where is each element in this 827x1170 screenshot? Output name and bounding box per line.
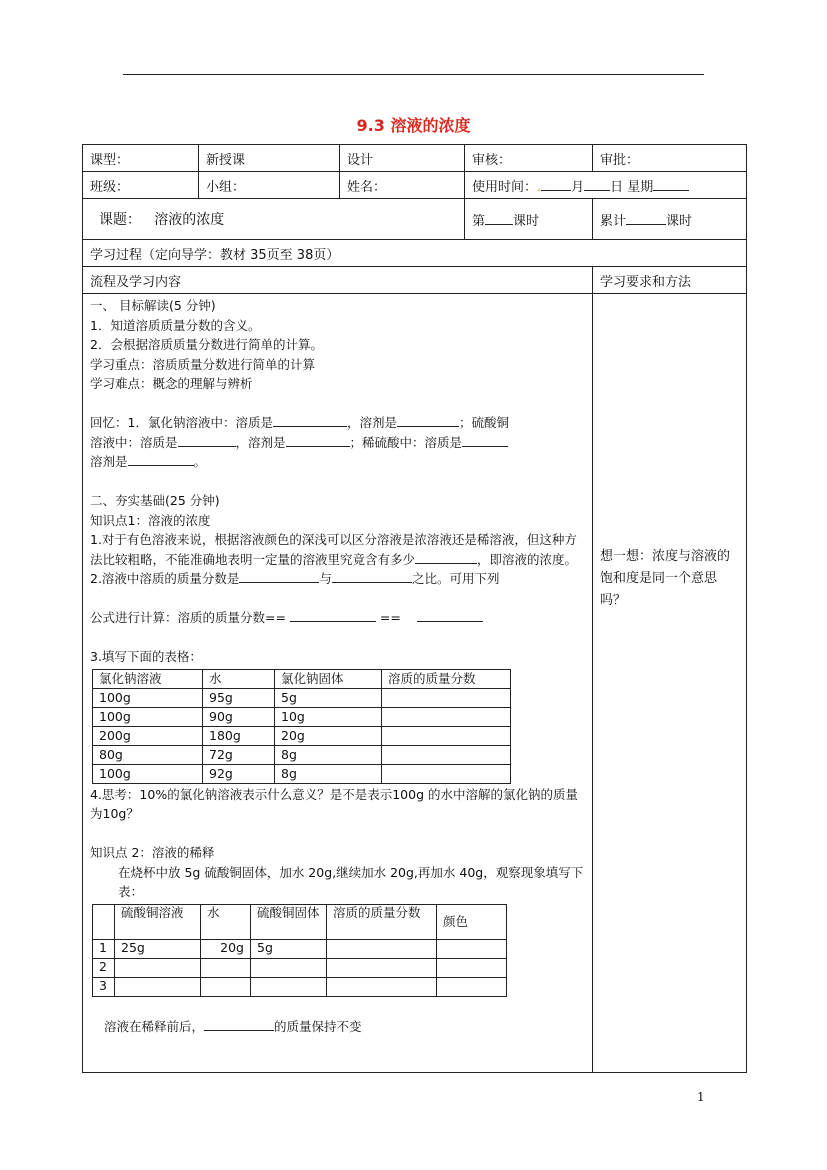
table2-header-cell: 溶质的质量分数 <box>327 904 437 939</box>
table2-header <box>93 904 507 939</box>
review-question: 回忆：1．氯化钠溶液中：溶质是 ，溶剂是 ；硫酸铜 溶液中：溶质是 ，溶剂是 ；稀硫酸中：溶质是 溶剂是 。 <box>90 415 509 469</box>
table-cell <box>115 977 201 996</box>
table-cell <box>251 977 327 996</box>
formula-line: 公式进行计算：溶质的质量分数== == <box>90 608 585 628</box>
table-cell <box>327 958 437 977</box>
section2-title: 二、夯实基础(25 分钟) <box>90 493 220 508</box>
name-label: 姓名： <box>340 172 465 199</box>
knowledge-point-1: 知识点1：溶液的浓度 <box>90 512 211 528</box>
table-cell <box>437 958 507 977</box>
table2-header-cell: 水 <box>201 904 251 939</box>
header-rule <box>123 74 704 75</box>
table1-header-cell: 水 <box>203 669 275 688</box>
table-cell: 1 <box>93 939 115 958</box>
table-cell: 20g <box>275 726 382 745</box>
table-cell: 5g <box>251 939 327 958</box>
table-cell <box>201 958 251 977</box>
table-cell: 20g <box>201 939 251 958</box>
design-label: 设计 <box>340 145 465 172</box>
table-cell <box>327 939 437 958</box>
table-cell <box>437 939 507 958</box>
table1-header <box>93 669 511 688</box>
table-cell: 25g <box>115 939 201 958</box>
key-point: 学习重点：溶质质量分数进行简单的计算 <box>90 356 316 372</box>
dilution-conclusion: 溶液在稀释前后， 的质量保持不变 <box>104 1019 362 1034</box>
dilution-experiment: 在烧杯中放 5g 硫酸铜固体，加水 20g,继续加水 20g,再加水 40g，观察现象填写下表： <box>118 864 584 899</box>
table-cell <box>201 977 251 996</box>
method-column <box>593 294 747 1073</box>
class-label: 班级： <box>83 172 199 199</box>
difficulty: 学习难点：概念的理解与辨析 <box>90 376 253 391</box>
lesson-count: 第 课时 <box>465 199 593 240</box>
table-cell: 10g <box>275 707 382 726</box>
info-row-3 <box>83 199 747 240</box>
concentration-text: 1.对于有色溶液来说，根据溶液颜色的深浅可以区分溶液是浓溶液还是稀溶液，但这种方法比较粗略，不能准确地表明一定量的溶液里究竟含有多少 ，即溶液的浓度。 <box>90 532 578 567</box>
objective-2: 2．会根据溶质质量分数进行简单的计算。 <box>90 337 323 352</box>
info-row-2 <box>83 172 747 199</box>
table-cell: 2 <box>93 958 115 977</box>
section1-title: 一、 目标解读(5 分钟) <box>90 298 216 313</box>
usage-time: 使用时间：. 月 日 星期 <box>465 172 747 199</box>
column-header-row <box>83 267 747 294</box>
table-row <box>93 939 507 958</box>
table-cell <box>251 958 327 977</box>
table-cell: 8g <box>275 764 382 783</box>
topic-cell: 课题： 溶液的浓度 <box>83 199 465 240</box>
table-row <box>93 726 511 745</box>
table-cell <box>382 764 511 783</box>
lesson-type-value: 新授课 <box>199 145 340 172</box>
table-cell: 3 <box>93 977 115 996</box>
table-cell: 72g <box>203 745 275 764</box>
table-row <box>93 958 507 977</box>
table-cell: 90g <box>203 707 275 726</box>
table2-header-cell <box>93 904 115 939</box>
table2-header-cell: 硫酸铜固体 <box>251 904 327 939</box>
group-label: 小组： <box>199 172 340 199</box>
learning-content <box>83 294 593 1073</box>
approval-label: 审批： <box>593 145 747 172</box>
table-cell: 5g <box>275 688 382 707</box>
table-cell: 100g <box>93 688 203 707</box>
table-cell <box>382 707 511 726</box>
lesson-type-label: 课型： <box>83 145 199 172</box>
table-cell <box>115 958 201 977</box>
table-cell <box>327 977 437 996</box>
table-cell <box>382 688 511 707</box>
table1-header-cell: 溶质的质量分数 <box>382 669 511 688</box>
sodium-chloride-table <box>92 669 511 784</box>
table-cell <box>382 726 511 745</box>
table-row <box>93 745 511 764</box>
table-cell: 180g <box>203 726 275 745</box>
table-row <box>93 688 511 707</box>
table-cell: 100g <box>93 707 203 726</box>
table-cell: 92g <box>203 764 275 783</box>
content-column-header: 流程及学习内容 <box>83 267 593 294</box>
table-cell: 8g <box>275 745 382 764</box>
method-column-header: 学习要求和方法 <box>593 267 747 294</box>
think-question: 4.思考：10%的氯化钠溶液表示什么意义？是不是表示100g 的水中溶解的氯化钠的质量为10g？ <box>90 786 578 821</box>
table-cell <box>382 745 511 764</box>
total-count: 累计 课时 <box>593 199 747 240</box>
objective-1: 1．知道溶质质量分数的含义。 <box>90 317 261 333</box>
page-title: 9.3 溶液的浓度 <box>356 116 471 135</box>
content-row <box>83 294 747 1073</box>
table1-header-cell: 氯化钠固体 <box>275 669 382 688</box>
table-cell <box>437 977 507 996</box>
table1-header-cell: 氯化钠溶液 <box>93 669 203 688</box>
table-row <box>93 977 507 996</box>
knowledge-point-2: 知识点 2：溶液的稀释 <box>90 845 215 860</box>
page-number: 1 <box>697 1090 705 1104</box>
table-cell: 100g <box>93 764 203 783</box>
lesson-plan-table <box>82 144 747 1073</box>
mass-fraction-text: 2.溶液中溶质的质量分数是 与 之比。可用下列 <box>90 571 500 586</box>
table2-header-cell: 颜色 <box>437 904 507 939</box>
process-row <box>83 240 747 267</box>
table-cell: 95g <box>203 688 275 707</box>
table-row <box>93 707 511 726</box>
topic-value: 溶液的浓度 <box>154 212 225 228</box>
review-label: 审核： <box>465 145 593 172</box>
table-row <box>93 764 511 783</box>
table2-header-cell: 硫酸铜溶液 <box>115 904 201 939</box>
process-label: 学习过程（定向导学：教材 35页至 38页） <box>83 240 747 267</box>
side-note: 想一想：浓度与溶液的饱和度是同一个意思吗？ <box>600 549 731 608</box>
table-cell: 200g <box>93 726 203 745</box>
copper-sulfate-table <box>92 904 507 997</box>
table-cell: 80g <box>93 745 203 764</box>
fill-table-title: 3.填写下面的表格： <box>90 649 202 664</box>
info-row-1 <box>83 145 747 172</box>
